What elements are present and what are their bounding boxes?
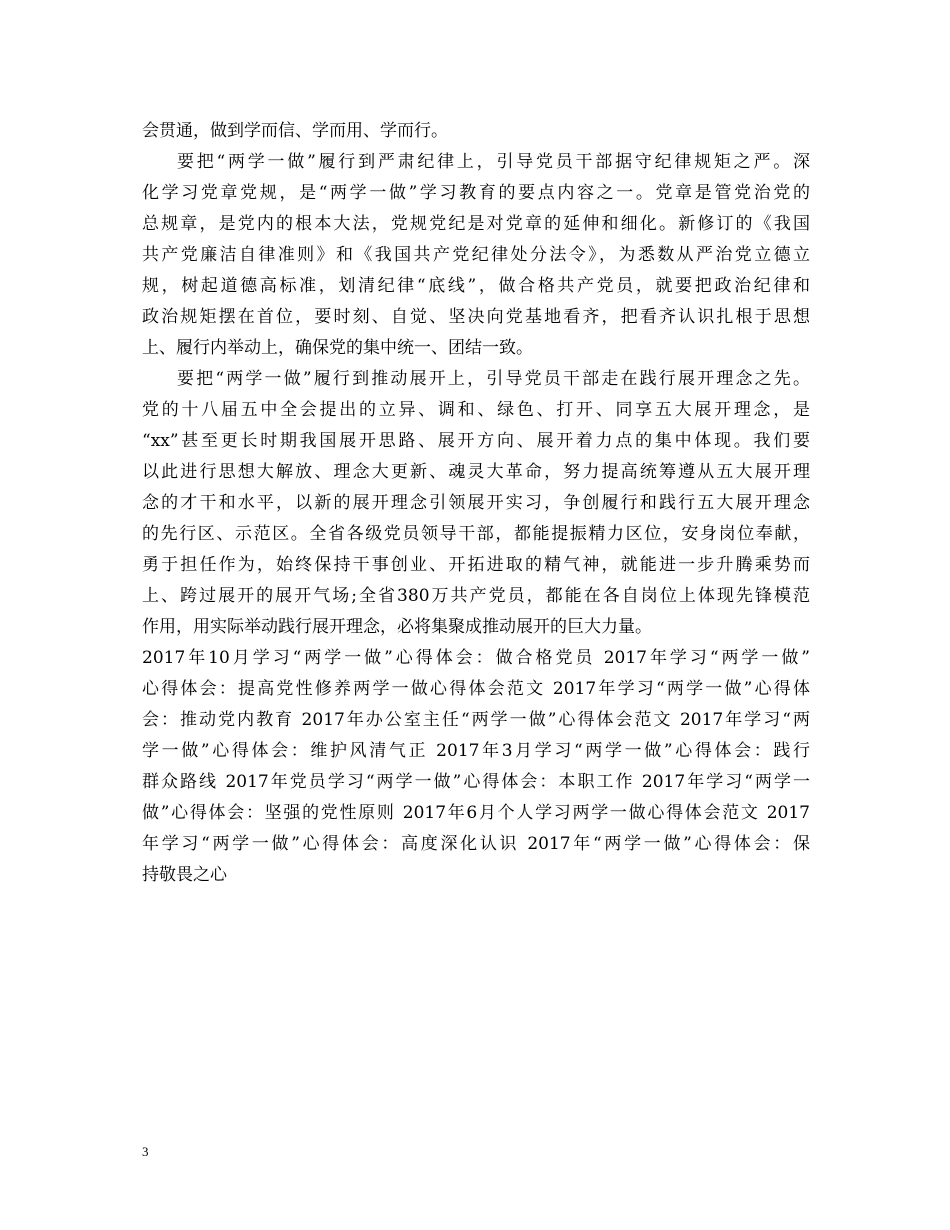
text-line: 做”心得体会：坚强的党性原则 2017年6月个人学习两学一做心得体会范文 2017 (142, 803, 810, 823)
text-line: 以此进行思想大解放、理念大更新、魂灵大革命，努力提高统筹遵从五大展开理 (142, 462, 810, 482)
text-line: 心得体会：提高党性修养两学一做心得体会范文 2017年学习“两学一做”心得体 (142, 679, 810, 699)
text-line: 要把“两学一做”履行到严肃纪律上，引导党员干部据守纪律规矩之严。深 (177, 152, 810, 172)
text-line: 会：推动党内教育 2017年办公室主任“两学一做”心得体会范文 2017年学习“两 (142, 710, 810, 730)
text-line: 学一做”心得体会：维护风清气正 2017年3月学习“两学一做”心得体会：践行 (142, 741, 810, 761)
text-line: 念的才干和水平，以新的展开理念引领展开实习，争创履行和践行五大展开理念 (142, 493, 810, 513)
text-line: 年学习“两学一做”心得体会：高度深化认识 2017年“两学一做”心得体会：保 (142, 834, 810, 854)
text-line: 群众路线 2017年党员学习“两学一做”心得体会：本职工作 2017年学习“两学一 (142, 772, 810, 792)
text-line: 总规章，是党内的根本大法，党规党纪是对党章的延伸和细化。新修订的《我国 (142, 214, 810, 234)
text-line: 规，树起道德高标准，划清纪律“底线”，做合格共产党员，就要把政治纪律和 (142, 276, 810, 296)
text-line: 会贯通，做到学而信、学而用、学而行。 (142, 121, 448, 141)
text-line: 2017年10月学习“两学一做”心得体会：做合格党员 2017年学习“两学一做” (142, 648, 810, 668)
text-line: 政治规矩摆在首位，要时刻、自觉、坚决向党基地看齐，把看齐认识扎根于思想 (142, 307, 810, 327)
text-line: 勇于担任作为，始终保持干事创业、开拓进取的精气神，就能进一步升腾乘势而 (142, 555, 810, 575)
text-line: 作用，用实际举动践行展开理念，必将集聚成推动展开的巨大力量。 (142, 617, 652, 637)
document-body (142, 116, 810, 891)
text-line: 上、跨过展开的展开气场;全省380万共产党员，都能在各自岗位上体现先锋模范 (142, 586, 810, 606)
text-line: “xx”甚至更长时期我国展开思路、展开方向、展开着力点的集中体现。我们要 (142, 431, 810, 451)
text-line: 共产党廉洁自律准则》和《我国共产党纪律处分法令》，为悉数从严治党立德立 (142, 245, 810, 265)
text-line: 化学习党章党规，是“两学一做”学习教育的要点内容之一。党章是管党治党的 (142, 183, 810, 203)
text-line: 党的十八届五中全会提出的立异、调和、绿色、打开、同享五大展开理念，是 (142, 400, 810, 420)
page-number: 3 (142, 1144, 149, 1159)
text-line: 持敬畏之心 (142, 865, 227, 885)
text-line: 的先行区、示范区。全省各级党员领导干部，都能提振精力区位，安身岗位奉献， (142, 524, 810, 544)
text-line: 上、履行内举动上，确保党的集中统一、团结一致。 (142, 338, 533, 358)
text-line: 要把“两学一做”履行到推动展开上，引导党员干部走在践行展开理念之先。 (177, 369, 810, 389)
